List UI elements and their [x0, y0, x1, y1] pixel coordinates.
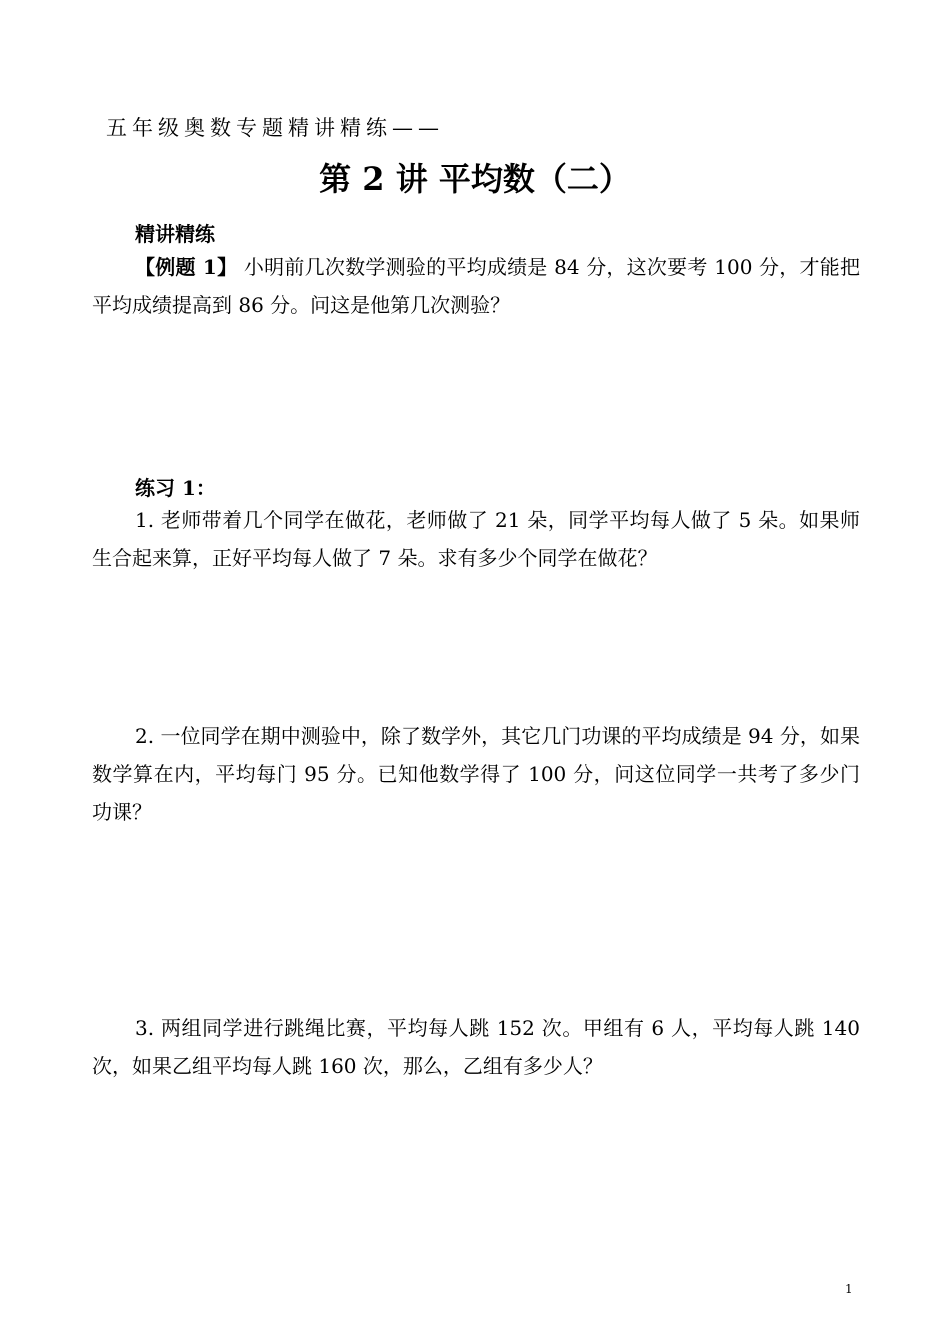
- exercise-1: 1. 老师带着几个同学在做花，老师做了 21 朵，同学平均每人做了 5 朵。如果师生合起来算，正好平均每人做了 7 朵。求有多少个同学在做花？: [92, 508, 860, 570]
- practice-heading: 练习 1：: [135, 476, 216, 500]
- example-text: 小明前几次数学测验的平均成绩是 84 分，这次要考 100 分，才能把平均成绩提高到 86 分。问这是他第几次测验？: [92, 255, 860, 317]
- exercise-3: 3. 两组同学进行跳绳比赛，平均每人跳 152 次。甲组有 6 人，平均每人跳 140 次，如果乙组平均每人跳 160 次，那么，乙组有多少人？: [92, 1016, 860, 1078]
- series-title: 五年级奥数专题精讲精练——: [106, 116, 444, 140]
- lesson-title: 第 2 讲 平均数（二）: [319, 160, 631, 198]
- page-number: 1: [845, 1282, 853, 1296]
- example-problem: [92, 248, 860, 324]
- example-label: 【例题 1】: [135, 255, 238, 279]
- exercise-2: 2. 一位同学在期中测验中，除了数学外，其它几门功课的平均成绩是 94 分，如果数学算在内，平均每门 95 分。已知他数学得了 100 分，问这位同学一共考了多少门功课？: [92, 724, 860, 824]
- lecture-heading: 精讲精练: [135, 222, 215, 246]
